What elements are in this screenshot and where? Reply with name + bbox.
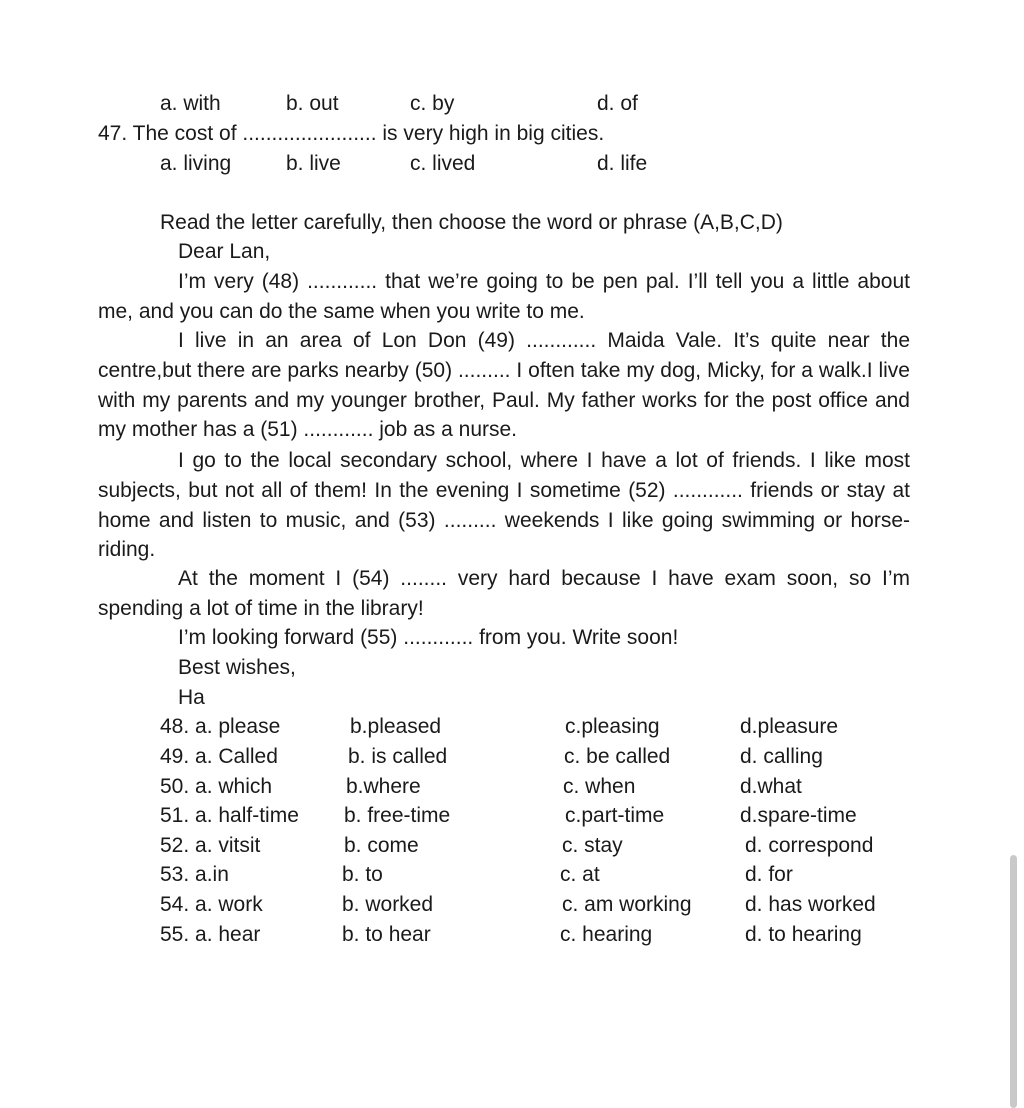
answer-53-b: b. to: [342, 863, 383, 886]
answer-49-c: c. be called: [564, 745, 671, 768]
answer-54-c: c. am working: [562, 893, 692, 916]
answer-51-a: 51. a. half-time: [160, 804, 299, 827]
answer-48-b: b.pleased: [350, 715, 442, 738]
letter-paragraph-3: I go to the local secondary school, where I have a lot of friends. I like most subjects, but not all of them! In the evening I sometime (52) ............ friends or stay at home and listen to music, and (53) ......... weekends I like going swimming or horse-riding.: [98, 449, 910, 562]
answer-55-b: b. to hear: [342, 923, 431, 946]
answer-54-d: d. has worked: [745, 893, 876, 916]
answer-55-a: 55. a. hear: [160, 923, 261, 946]
answer-52-a: 52. a. vitsit: [160, 834, 261, 857]
q47-option-b: b. live: [286, 152, 341, 175]
answer-52-b: b. come: [344, 834, 419, 857]
answer-52-c: c. stay: [562, 834, 623, 857]
letter-greeting: Dear Lan,: [178, 240, 271, 263]
q46-option-a: a. with: [160, 92, 221, 115]
answer-48-a: 48. a. please: [160, 715, 281, 738]
letter-paragraph-2: I live in an area of Lon Don (49) ............ Maida Vale. It’s quite near the centre,but there are parks nearby (50) ......... I often take my dog, Micky, for a walk.I live with my parents and my younger brother, Paul. My father works for the post office and my mother has a (51) ............ job as a nurse.: [98, 329, 910, 442]
answer-50-b: b.where: [346, 775, 421, 798]
q47-option-a: a. living: [160, 152, 232, 175]
q47-stem: 47. The cost of ....................... is very high in big cities.: [98, 122, 605, 145]
answer-48-c: c.pleasing: [565, 715, 660, 738]
q46-option-d: d. of: [597, 92, 638, 115]
answer-50-c: c. when: [563, 775, 636, 798]
letter-paragraph-1: I’m very (48) ............ that we’re going to be pen pal. I’ll tell you a little about me, and you can do the same when you write to me.: [98, 270, 910, 323]
answer-55-d: d. to hearing: [745, 923, 862, 946]
answer-53-d: d. for: [745, 863, 793, 886]
answer-53-a: 53. a.in: [160, 863, 229, 886]
letter-signature: Ha: [178, 686, 205, 709]
answer-54-b: b. worked: [342, 893, 434, 916]
answer-49-d: d. calling: [740, 745, 823, 768]
reading-instruction: Read the letter carefully, then choose the word or phrase (A,B,C,D): [160, 211, 783, 234]
answer-52-d: d. correspond: [745, 834, 874, 857]
answer-51-b: b. free-time: [344, 804, 451, 827]
q47-option-c: c. lived: [410, 152, 476, 175]
answer-50-a: 50. a. which: [160, 775, 273, 798]
answer-53-c: c. at: [560, 863, 600, 886]
answer-51-c: c.part-time: [565, 804, 665, 827]
answer-48-d: d.pleasure: [740, 715, 839, 738]
answer-51-d: d.spare-time: [740, 804, 857, 827]
letter-sign-off: Best wishes,: [178, 656, 296, 679]
answer-54-a: 54. a. work: [160, 893, 263, 916]
letter-closing-line: I’m looking forward (55) ............ from you. Write soon!: [178, 626, 679, 649]
letter-paragraph-4: At the moment I (54) ........ very hard because I have exam soon, so I’m spending a lot of time in the library!: [98, 567, 910, 620]
answer-49-b: b. is called: [348, 745, 448, 768]
vertical-scrollbar[interactable]: [1010, 855, 1017, 1108]
answer-55-c: c. hearing: [560, 923, 653, 946]
answer-50-d: d.what: [740, 775, 802, 798]
q47-option-d: d. life: [597, 152, 648, 175]
q46-option-c: c. by: [410, 92, 455, 115]
answer-49-a: 49. a. Called: [160, 745, 278, 768]
q46-option-b: b. out: [286, 92, 339, 115]
